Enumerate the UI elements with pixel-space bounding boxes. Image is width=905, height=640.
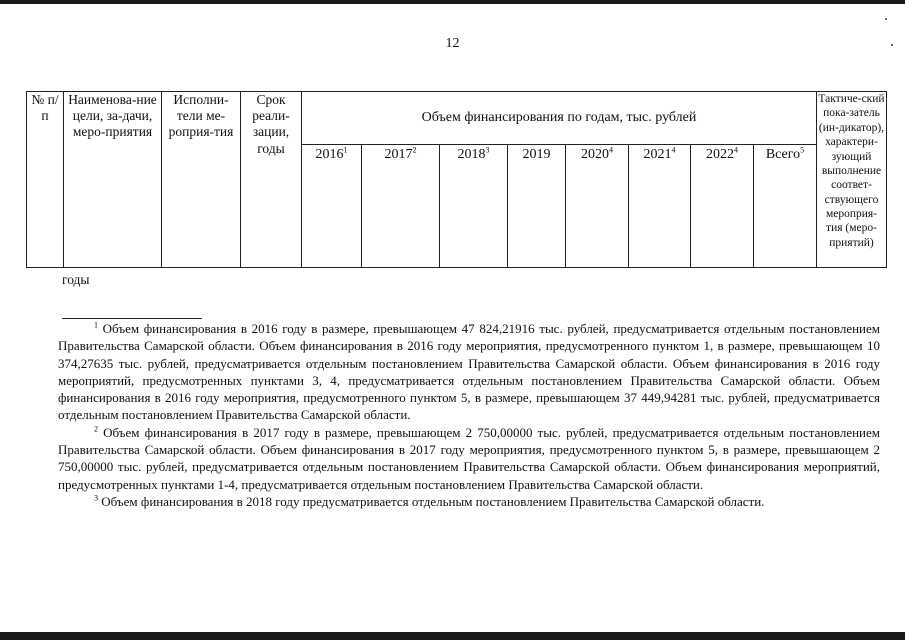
footnotes: [58, 320, 880, 510]
header-num: № п/п: [27, 92, 64, 268]
footnote-1: $^1$ Объем финансирования в 2016 году в размере, превышающем 47 824,21916 тыс. рублей, предусматривается отдельным постановлением Правительства Самарской области. Объем финансирования в 2016 году мероприятия, предусмотренного пунктом 1, в размере, превышающем 10 374,27635 тыс. рублей, предусматривается отдельным постановлением Правительства Самарской области. Объем финансирования в 2016 году мероприятий, предусмотренных пунктами 3, 4, предусматривается отдельным постановлением Правительства Самарской области. Объем финансирования в 2016 году мероприятия, предусмотренного пунктом 5, в размере, превышающем 37 449,94281 тыс. рублей, предусматривается отдельным постановлением Правительства Самарской области.: [58, 320, 880, 423]
header-name: Наименова-ние цели, за-дачи, меро-приятия: [64, 92, 162, 268]
scan-speck: [885, 18, 887, 20]
year-2018: 2018$^3$: [440, 145, 508, 268]
year-2019: 2019: [508, 145, 566, 268]
header-funding: Объем финансирования по годам, тыс. рублей: [302, 92, 817, 145]
year-2022: 2022$^4$: [691, 145, 754, 268]
header-indicator: Тактиче-ский пока-затель (ин-дикатор), характери-зующий выполнение соответ-ствующего мероприя-тия (меро-приятий): [817, 92, 887, 268]
year-2016: 2016$^1$: [302, 145, 362, 268]
footnote-2: $^2$ Объем финансирования в 2017 году в размере, превышающем 2 750,00000 тыс. рублей, предусматривается отдельным постановлением Правительства Самарской области. Объем финансирования в 2017 году мероприятия, предусмотренного пунктом 5, в размере, превышающем 2 750,00000 тыс. рублей, предусматривается отдельным постановлением Правительства Самарской области. Объем финансирования мероприятий, предусмотренных пунктами 1-4, предусматривается отдельным постановлением Правительства Самарской области.: [58, 424, 881, 492]
year-total: Всего$^5$: [754, 145, 817, 268]
header-executors: Исполни-тели ме-роприя-тия: [162, 92, 241, 268]
year-2021: 2021$^4$: [629, 145, 691, 268]
header-term: Срок реали-зации, годы: [241, 92, 302, 268]
footnote-3: $^3$ Объем финансирования в 2018 году предусматривается отдельным постановлением Правительства Самарской области.: [94, 493, 765, 509]
table-header-row: [27, 92, 887, 145]
page-number: 12: [445, 36, 460, 51]
after-table-text: годы: [62, 272, 90, 287]
scan-top-edge: [0, 0, 905, 4]
year-2020: 2020$^4$: [566, 145, 629, 268]
scan-bottom-edge: [0, 632, 905, 640]
funding-table: [26, 91, 887, 268]
footnote-separator: [62, 318, 202, 319]
year-2017: 2017$^2$: [362, 145, 440, 268]
